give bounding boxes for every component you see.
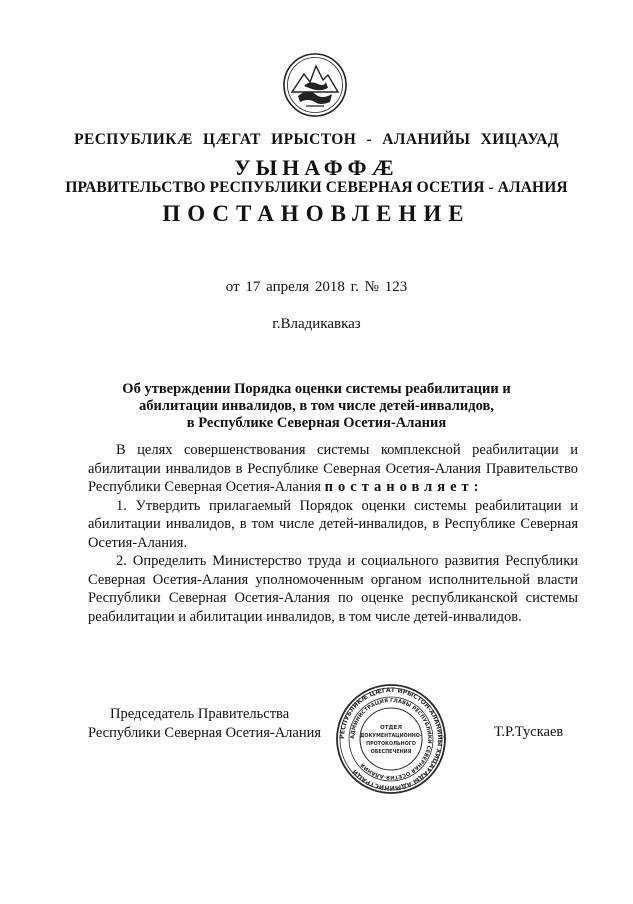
preamble-text: В целях совершенствования системы комплексной реабилитации и абилитации инвалидов в Республике Северная Осетия-Алания Правительство Республики Северная Осетия-Алания bbox=[88, 442, 578, 495]
item-2: 2. Определить Министерство труда и социального развития Республики Северная Осетия-Алания уполномоченным органом исполнительной власти Республики Северная Осетия-Алания по оценке республиканской системы реабилитации и абилитации инвалидов, в том числе детей-инвалидов. bbox=[88, 553, 578, 625]
title-line-2: абилитации инвалидов, в том числе детей-инвалидов, bbox=[139, 398, 494, 414]
position-line-2: Республики Северная Осетия-Алания bbox=[88, 724, 322, 741]
item-1: 1. Утвердить прилагаемый Порядок оценки системы реабилитации и абилитации инвалидов, в том числе детей-инвалидов, в Республике Северная Осетия-Алания. bbox=[88, 497, 578, 551]
resolution-word: постановляет: bbox=[324, 479, 484, 495]
russian-government-title: ПРАВИТЕЛЬСТВО РЕСПУБЛИКИ СЕВЕРНАЯ ОСЕТИЯ - АЛАНИЯ bbox=[65, 179, 568, 196]
document-type-heading: ПОСТАНОВЛЕНИЕ bbox=[162, 201, 471, 226]
signatory-name: Т.Р.Тускаев bbox=[494, 724, 564, 740]
ossetian-government-title: РЕСПУБЛИКӔ ЦӔГАТ ИРЫСТОН - АЛАНИЙЫ ХИЦАУАД bbox=[74, 131, 559, 148]
seal-center-line-2: ДОКУМЕНТАЦИОННО- bbox=[360, 734, 422, 739]
date-and-number: от 17 апреля 2018 г. № 123 bbox=[225, 279, 408, 295]
preamble-paragraph bbox=[88, 441, 578, 497]
position-line-1: Председатель Правительства bbox=[110, 706, 290, 722]
document-title bbox=[0, 381, 633, 432]
title-line-3: в Республике Северная Осетия-Алания bbox=[186, 415, 447, 431]
svg-text:АДМИНИСТРАЦИЯ ГЛАВЫ РЕСПУБЛИКИ bbox=[350, 698, 432, 780]
seal-inner-text: АДМИНИСТРАЦИЯ ГЛАВЫ РЕСПУБЛИКИ СЕВЕРНАЯ ОСЕТИЯ-АЛАНИЯ bbox=[349, 697, 433, 781]
city: г.Владикавказ bbox=[272, 316, 361, 332]
seal-center-line-3: ПРОТОКОЛЬНОГО bbox=[366, 742, 416, 747]
official-seal bbox=[335, 683, 447, 795]
seal-center-line-1: ОТДЕЛ bbox=[379, 725, 403, 731]
signatory-position bbox=[88, 705, 321, 742]
document-body bbox=[88, 441, 578, 626]
ossetian-doc-type: УЫНАФФӔ bbox=[234, 155, 399, 180]
seal-outer-text: РЕСПУБЛИКӔ ЦӔГАТ ИРЫСТОН-АЛАНИЙЫ ХИЦАУАДЫ АДМИНИСТРАЦИ bbox=[338, 686, 444, 792]
seal-center-line-4: ОБЕСПЕЧЕНИЯ bbox=[370, 750, 412, 755]
coat-of-arms-icon bbox=[282, 52, 348, 118]
title-line-1: Об утверждении Порядка оценки системы реабилитации и bbox=[122, 381, 511, 397]
